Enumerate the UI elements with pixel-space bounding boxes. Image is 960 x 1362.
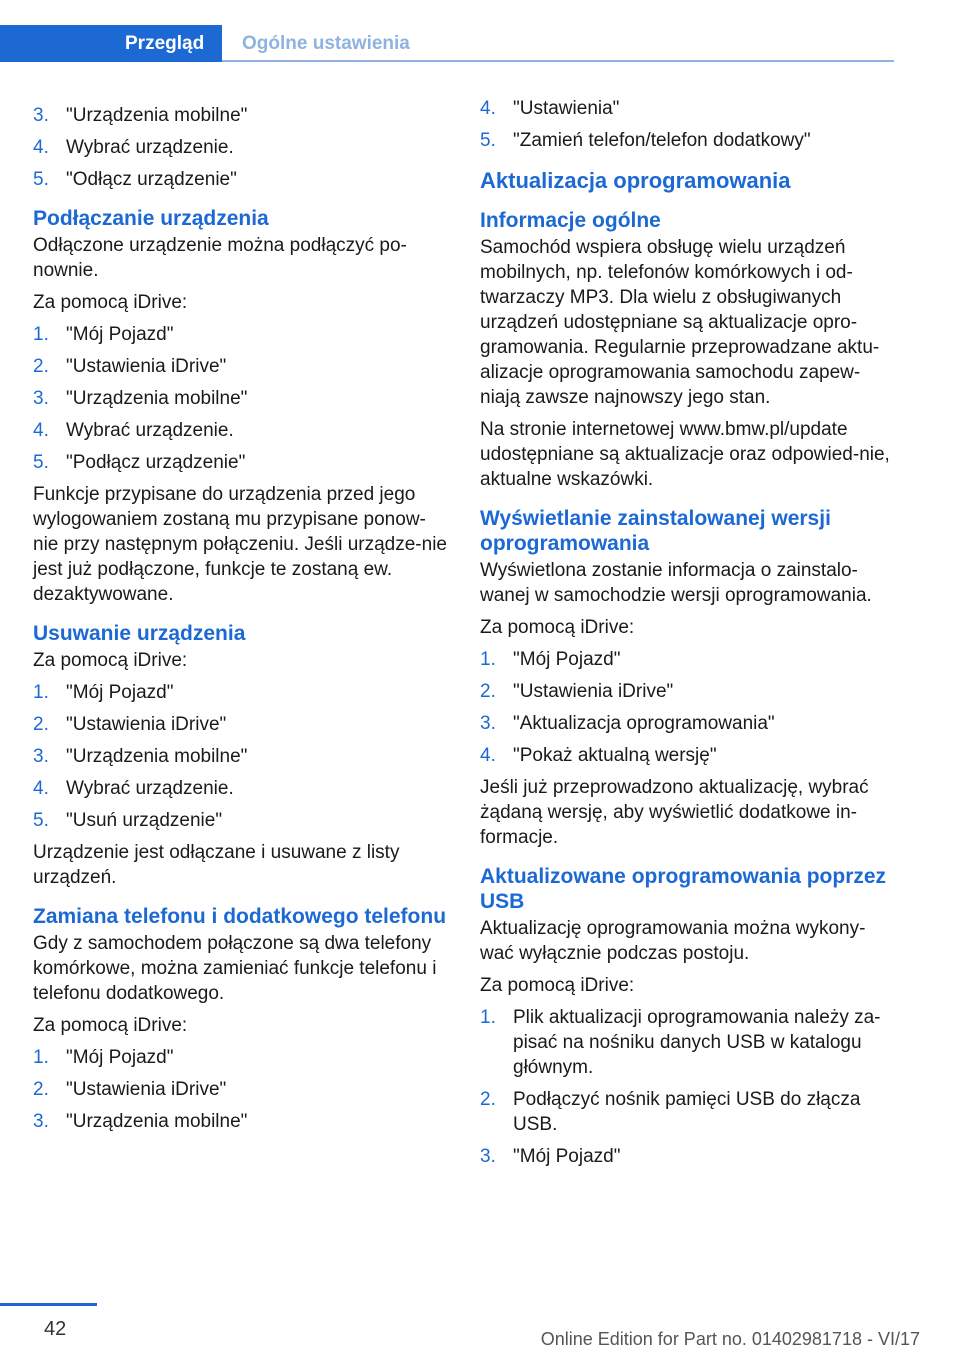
list-item-text: "Odłącz urządzenie" xyxy=(66,169,237,190)
list-item-number: 4. xyxy=(480,98,496,119)
list-item xyxy=(33,450,447,475)
page-number: 42 xyxy=(44,1318,67,1340)
list-item xyxy=(33,322,447,347)
list-item-number: 2. xyxy=(480,681,496,702)
list-item-number: 4. xyxy=(33,137,49,158)
page-header xyxy=(0,0,960,64)
disconnect-steps-list xyxy=(33,103,447,192)
heading-connect-device: Podłączanie urządzenia xyxy=(33,207,269,230)
list-item xyxy=(480,96,894,121)
list-item-text: "Ustawienia iDrive" xyxy=(66,1079,227,1100)
heading-usb-update: Aktualizowane oprogramowania poprzez USB xyxy=(480,865,887,913)
tab-general-settings[interactable]: Ogólne ustawienia xyxy=(242,33,410,54)
heading-display-version: Wyświetlanie zainstalowanej wersji oprogramowania xyxy=(480,507,831,555)
list-item-number: 3. xyxy=(33,1111,49,1132)
paragraph-idrive: Za pomocą iDrive: xyxy=(480,617,635,638)
list-item-text: "Usuń urządzenie" xyxy=(66,810,223,831)
list-item-number: 5. xyxy=(33,810,49,831)
list-item xyxy=(480,1144,894,1169)
list-item-text: Wybrać urządzenie. xyxy=(66,137,234,158)
list-item-text: Wybrać urządzenie. xyxy=(66,778,234,799)
swap-steps-list-continued xyxy=(480,96,894,153)
paragraph-connect: Odłączone urządzenie można podłączyć po-nownie. xyxy=(33,235,407,281)
list-item xyxy=(33,1045,447,1070)
list-item xyxy=(33,135,447,160)
list-item xyxy=(33,712,447,737)
paragraph-idrive: Za pomocą iDrive: xyxy=(33,650,188,671)
list-item xyxy=(33,808,447,833)
list-item-text: "Urządzenia mobilne" xyxy=(66,746,248,767)
list-item-number: 3. xyxy=(33,388,49,409)
page-number-rule xyxy=(0,1303,97,1306)
header-rule xyxy=(222,60,894,62)
paragraph-website: Na stronie internetowej www.bmw.pl/update udostępniane są aktualizacje oraz odpowied-nie, aktualne wskazówki. xyxy=(480,419,890,490)
list-item-number: 1. xyxy=(33,324,49,345)
list-item-number: 2. xyxy=(33,356,49,377)
list-item-number: 3. xyxy=(33,105,49,126)
list-item-text: "Urządzenia mobilne" xyxy=(66,388,248,409)
list-item-number: 3. xyxy=(480,713,496,734)
list-item xyxy=(480,647,894,672)
swap-steps-list xyxy=(33,1045,447,1134)
list-item xyxy=(33,680,447,705)
list-item-text: "Pokaż aktualną wersję" xyxy=(513,745,717,766)
list-item-number: 4. xyxy=(480,745,496,766)
list-item xyxy=(33,776,447,801)
list-item-number: 5. xyxy=(480,130,496,151)
list-item-text: "Ustawienia iDrive" xyxy=(513,681,674,702)
list-item xyxy=(480,679,894,704)
version-steps-list xyxy=(480,647,894,768)
list-item xyxy=(33,1077,447,1102)
list-item-text: "Ustawienia" xyxy=(513,98,620,119)
list-item-text: "Urządzenia mobilne" xyxy=(66,1111,248,1132)
list-item-number: 4. xyxy=(33,420,49,441)
list-item xyxy=(33,167,447,192)
list-item-text: Podłączyć nośnik pamięci USB do złącza USB. xyxy=(513,1089,861,1135)
list-item-text: "Ustawienia iDrive" xyxy=(66,356,227,377)
paragraph-display-version: Wyświetlona zostanie informacja o zainstalo-wanej w samochodzie wersji oprogramowania. xyxy=(480,560,872,606)
usb-steps-list xyxy=(480,1005,894,1169)
list-item xyxy=(33,418,447,443)
list-item xyxy=(33,1109,447,1134)
list-item-number: 1. xyxy=(33,682,49,703)
list-item-number: 1. xyxy=(33,1047,49,1068)
list-item-text: Wybrać urządzenie. xyxy=(66,420,234,441)
list-item-number: 1. xyxy=(480,649,496,670)
list-item-number: 3. xyxy=(33,746,49,767)
paragraph-version: Jeśli już przeprowadzono aktualizację, wybrać żądaną wersję, aby wyświetlić dodatkowe in-formacje. xyxy=(480,777,869,848)
list-item-number: 4. xyxy=(33,778,49,799)
list-item xyxy=(33,354,447,379)
tab-overview[interactable]: Przegląd xyxy=(0,25,222,62)
heading-software-update: Aktualizacja oprogramowania xyxy=(480,168,791,193)
list-item-text: "Zamień telefon/telefon dodatkowy" xyxy=(513,130,811,151)
list-item xyxy=(480,128,894,153)
heading-swap-phone: Zamiana telefonu i dodatkowego telefonu xyxy=(33,905,447,928)
list-item-text: "Mój Pojazd" xyxy=(66,682,174,703)
list-item-number: 5. xyxy=(33,169,49,190)
list-item-text: "Mój Pojazd" xyxy=(66,1047,174,1068)
list-item-number: 5. xyxy=(33,452,49,473)
list-item xyxy=(33,386,447,411)
list-item xyxy=(480,1005,894,1080)
list-item-text: "Mój Pojazd" xyxy=(66,324,174,345)
left-column xyxy=(33,96,447,1141)
paragraph-removed: Urządzenie jest odłączane i usuwane z listy urządzeń. xyxy=(33,842,400,888)
edition-footer: Online Edition for Part no. 01402981718 - VI/17 xyxy=(540,1329,920,1349)
paragraph-usb: Aktualizację oprogramowania można wykony-wać wyłącznie podczas postoju. xyxy=(480,918,866,964)
list-item-text: "Mój Pojazd" xyxy=(513,1146,621,1167)
list-item xyxy=(480,743,894,768)
list-item xyxy=(33,103,447,128)
list-item xyxy=(480,1087,894,1137)
list-item-number: 2. xyxy=(480,1089,496,1110)
list-item xyxy=(33,744,447,769)
right-column xyxy=(480,96,894,1176)
remove-steps-list xyxy=(33,680,447,833)
list-item-text: Plik aktualizacji oprogramowania należy za-pisać na nośniku danych USB w katalogu głównym. xyxy=(513,1007,881,1078)
paragraph-info: Samochód wspiera obsługę wielu urządzeń mobilnych, np. telefonów komórkowych i od-twarzaczy MP3. Dla wielu z obsługiwanych urządzeń udostępniane są aktualizacje opro-gramowania. Regularnie przeprowadzane aktu-alizacje oprogramowania samochodu zapew-niają zawsze najnowszy jego stan. xyxy=(480,237,880,408)
list-item xyxy=(480,711,894,736)
paragraph-idrive: Za pomocą iDrive: xyxy=(33,1015,188,1036)
paragraph-idrive: Za pomocą iDrive: xyxy=(480,975,635,996)
list-item-text: "Urządzenia mobilne" xyxy=(66,105,248,126)
paragraph-swap: Gdy z samochodem połączone są dwa telefony komórkowe, można zamieniać funkcje telefonu i telefonu dodatkowego. xyxy=(33,933,437,1004)
connect-steps-list xyxy=(33,322,447,475)
list-item-number: 2. xyxy=(33,1079,49,1100)
list-item-number: 2. xyxy=(33,714,49,735)
list-item-text: "Aktualizacja oprogramowania" xyxy=(513,713,775,734)
paragraph-functions: Funkcje przypisane do urządzenia przed jego wylogowaniem zostaną mu przypisane ponow-nie przy następnym połączeniu. Jeśli urządze-nie jest już podłączone, funkcje te zostaną ew. dezaktywowane. xyxy=(33,484,447,605)
heading-general-info: Informacje ogólne xyxy=(480,209,661,232)
list-item-text: "Podłącz urządzenie" xyxy=(66,452,246,473)
list-item-number: 3. xyxy=(480,1146,496,1167)
heading-remove-device: Usuwanie urządzenia xyxy=(33,622,246,645)
list-item-text: "Mój Pojazd" xyxy=(513,649,621,670)
list-item-number: 1. xyxy=(480,1007,496,1028)
list-item-text: "Ustawienia iDrive" xyxy=(66,714,227,735)
paragraph-idrive: Za pomocą iDrive: xyxy=(33,292,188,313)
